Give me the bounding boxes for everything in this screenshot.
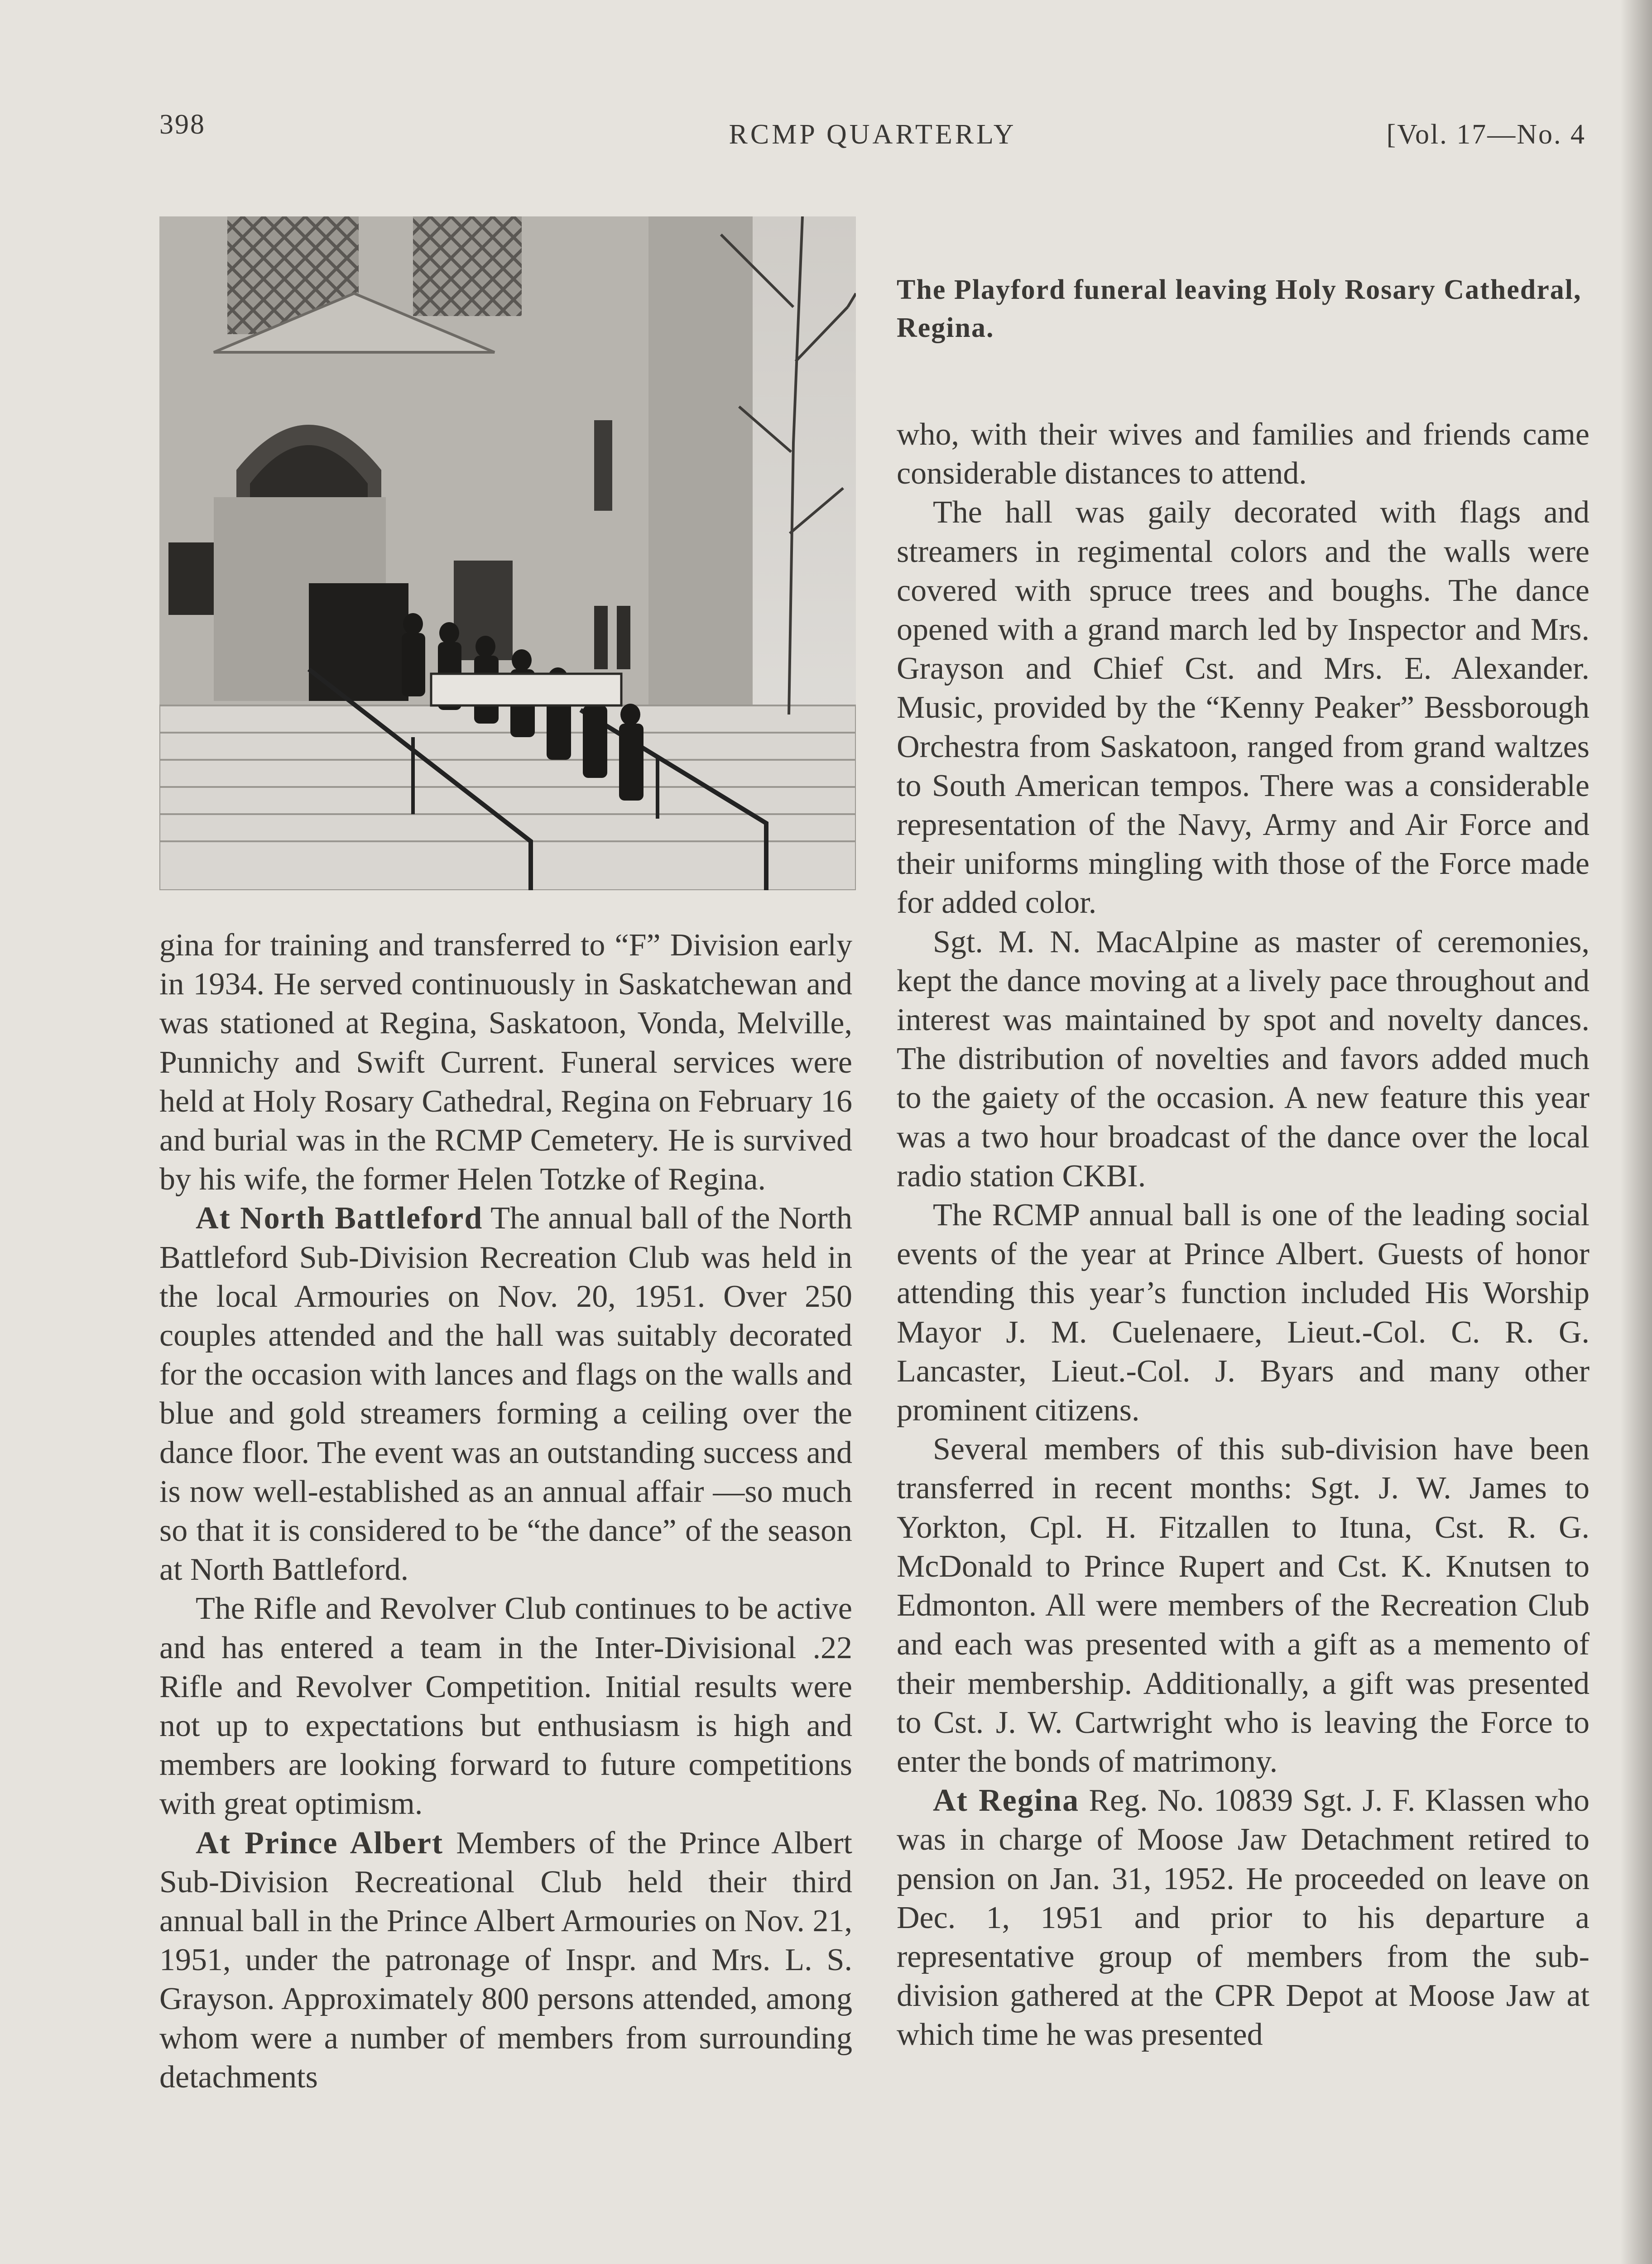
photo-caption: The Playford funeral leaving Holy Rosary Cathedral, Regina. (897, 274, 1582, 343)
paragraph-transfers: Several members of this sub-division have been transferred in recent months: Sgt. J. W. James to Yorkton, Cpl. H. Fitzallen to Ituna, Cst. R. G. McDonald to Prince Rupert and Cst. K. Knutsen to Edmonton. All were members of the Recreation Club and each was presented with a gift as a memento of their membership. Additionally, a gift was presented to Cst. J. W. Cartwright who is leaving the Force to enter the bonds of matrimony. (897, 1432, 1590, 1779)
left-column (159, 926, 852, 2097)
photo-funeral-procession (159, 216, 856, 890)
page-number: 398 (159, 109, 206, 140)
right-column (897, 415, 1590, 2055)
paragraph-master-of-ceremonies: Sgt. M. N. MacAlpine as master of ceremonies, kept the dance moving at a lively pace throughout and interest was maintained by spot and novelty dances. The distribution of novelties and favors added much to the gaiety of the occasion. A new feature this year was a two hour broadcast of the dance over the local radio station CKBI. (897, 924, 1590, 1194)
section-heading-prince-albert: At Prince Albert (196, 1825, 444, 1861)
section-heading-regina: At Regina (933, 1783, 1080, 1818)
paragraph-prince-albert (159, 1824, 852, 2097)
paragraph-annual-ball: The RCMP annual ball is one of the leading social events of the year at Prince Albert. Guests of honor attending this year’s function included His Worship Mayor J. M. Cuelenaere, Lieut.-Col. C. R. G. Lancaster, Lieut.-Col. J. Byars and many other prominent citizens. (897, 1198, 1590, 1428)
page-edge-shadow (1620, 0, 1652, 2264)
paragraph-text: Reg. No. 10839 Sgt. J. F. Klassen who was in charge of Moose Jaw Detachment retired to pension on Jan. 31, 1952. He proceeded on leave on Dec. 1, 1951 and prior to his departure a representative group of members from the sub-division gathered at the CPR Depot at Moose Jaw at which time he was presented (897, 1783, 1590, 2053)
paragraph-regina-continued: gina for training and transferred to “F” Division early in 1934. He served continuously in Saskatchewan and was stationed at Regina, Saskatoon, Vonda, Melville, Punnichy and Swift Current. Funeral services were held at Holy Rosary Cathedral, Regina on February 16 and burial was in the RCMP Cemetery. He is survived by his wife, the former Helen Totzke of Regina. (159, 928, 852, 1197)
section-heading-north-battleford: At North Battleford (196, 1201, 483, 1236)
running-header (159, 109, 1586, 163)
volume-issue: [Vol. 17—No. 4 (1386, 119, 1586, 150)
paragraph-continued: who, with their wives and families and friends came considerable distances to attend. (897, 417, 1590, 491)
paragraph-regina (897, 1781, 1590, 2054)
paragraph-north-battleford (159, 1199, 852, 1589)
paragraph-hall-decorated: The hall was gaily decorated with flags and streamers in regimental colors and the walls were covered with spruce trees and boughs. The dance opened with a grand march led by Inspector and Mrs. Grayson and Chief Cst. and Mrs. E. Alexander. Music, provided by the “Kenny Peaker” Bessborough Orchestra from Saskatoon, ranged from grand waltzes to South American tempos. There was a considerable representation of the Navy, Army and Air Force and their uniforms mingling with those of the Force made for added color. (897, 495, 1590, 921)
journal-title: RCMP QUARTERLY (729, 119, 1017, 150)
paragraph-rifle-club: The Rifle and Revolver Club continues to be active and has entered a team in the Inter-Divisional .22 Rifle and Revolver Competition. Initial results were not up to expectations but enthusiasm is high and members are looking forward to future competitions with great optimism. (159, 1591, 852, 1822)
paragraph-text: Members of the Prince Albert Sub-Division Recreational Club held their third annual ball in the Prince Albert Armouries on Nov. 21, 1951, under the patronage of Inspr. and Mrs. L. S. Grayson. Approximately 800 persons attended, among whom were a number of members from surrounding detachments (159, 1825, 852, 2095)
paragraph-text: The annual ball of the North Battleford Sub-Division Recreation Club was held in the local Armouries on Nov. 20, 1951. Over 250 couples attended and the hall was suitably decorated for the occasion with lances and flags on the walls and blue and gold streamers forming a ceiling over the dance floor. The event was an outstanding success and is now well-established as an annual affair —so much so that it is considered to be “the dance” of the season at North Battleford. (159, 1201, 852, 1588)
funeral-photo (159, 216, 856, 890)
